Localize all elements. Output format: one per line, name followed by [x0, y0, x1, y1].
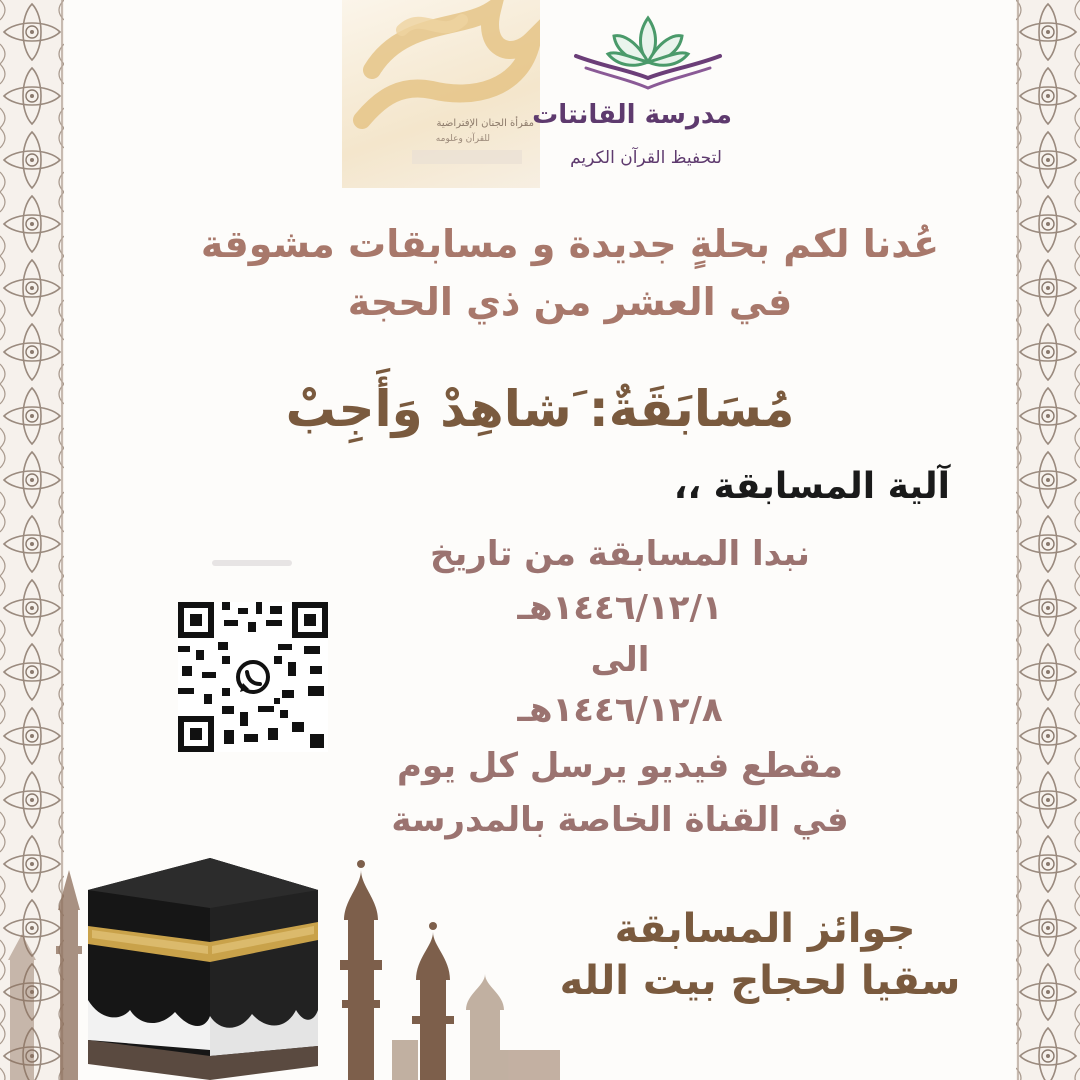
- intro-line-1: عُدنا لكم بحلةٍ جديدة و مسابقات مشوقة: [200, 222, 940, 266]
- calligraphy-mark-icon: [342, 0, 540, 188]
- start-date: ١٤٤٦/١٢/١هـ: [517, 588, 723, 628]
- whatsapp-qr-code[interactable]: [178, 602, 328, 752]
- end-date: ١٤٤٦/١٢/٨هـ: [517, 690, 723, 730]
- video-line-2: في القناة الخاصة بالمدرسة: [391, 800, 849, 840]
- school-subtitle: لتحفيظ القرآن الكريم: [570, 148, 722, 168]
- prizes-heading: جوائز المسابقة: [614, 906, 916, 952]
- partner-logo-line1: مقرأة الجنان الإفتراضية: [436, 118, 534, 129]
- start-label: نبدا المسابقة من تاريخ: [430, 534, 810, 574]
- partner-logo: [342, 0, 540, 188]
- right-ornamental-border: [1016, 0, 1080, 1080]
- prizes-text: سقيا لحجاج بيت الله: [559, 958, 961, 1004]
- partner-logo-line2: للقرآن وعلومه: [435, 134, 490, 144]
- whatsapp-icon: [233, 657, 273, 697]
- competition-title: مُسَابَقَةٌ: َشاهِدْ وَأَجِبْ: [285, 380, 795, 438]
- to-label: الى: [590, 640, 650, 680]
- faint-label-smudge: [212, 560, 292, 566]
- school-name: مدرسة القانتات: [532, 100, 732, 130]
- kaaba-icon: [88, 858, 318, 1080]
- video-line-1: مقطع فيديو يرسل كل يوم: [397, 746, 843, 786]
- mechanism-heading: آلية المسابقة ،،: [673, 466, 950, 507]
- kaaba-minarets-illustration: [0, 850, 560, 1080]
- intro-line-2: في العشر من ذي الحجة: [347, 280, 793, 324]
- lotus-book-logo-icon: [572, 10, 724, 96]
